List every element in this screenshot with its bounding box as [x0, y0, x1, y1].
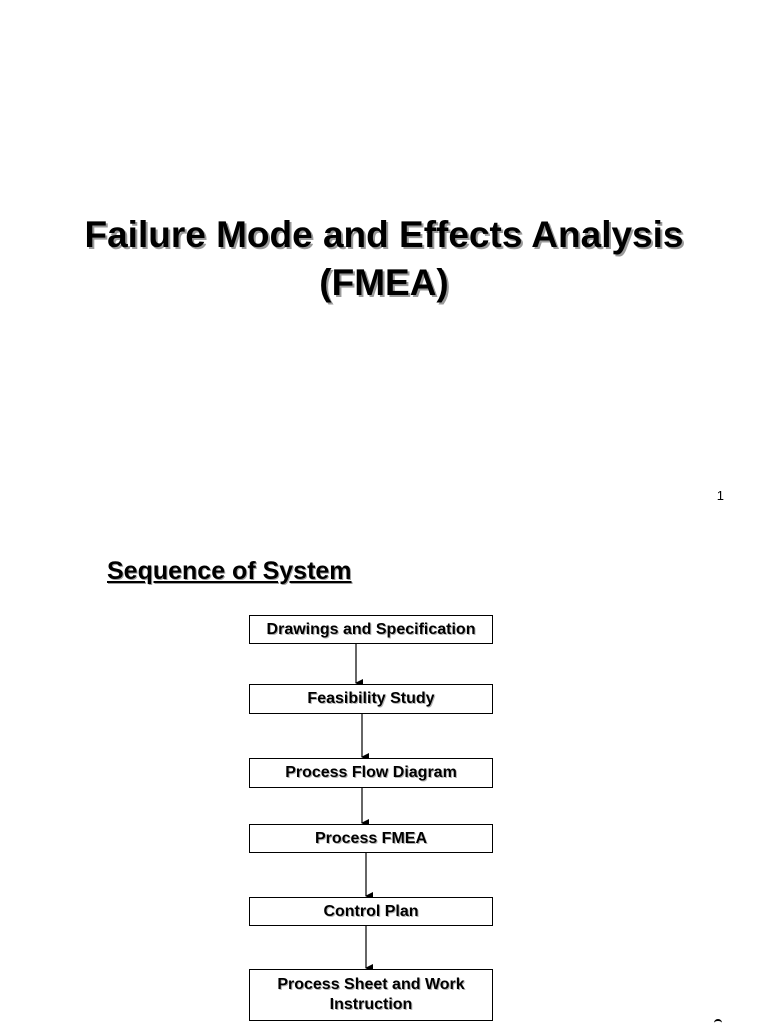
flow-box-process-fmea: Process FMEA [249, 824, 493, 853]
slide-number: 1 [716, 488, 724, 503]
slide-title-line-2: (FMEA) [319, 262, 449, 303]
slide-2 [0, 520, 768, 1024]
flow-box-feasibility-study: Feasibility Study [249, 684, 493, 714]
slide-title-line-1: Failure Mode and Effects Analysis [84, 214, 684, 255]
flow-box-process-sheet-and-work-instruction: Process Sheet and Work Instruction [249, 969, 493, 1021]
flow-box-control-plan: Control Plan [249, 897, 493, 926]
cropped-slide-number [714, 1019, 722, 1024]
section-heading: Sequence of System [107, 557, 352, 585]
flow-box-drawings-and-specification: Drawings and Specification [249, 615, 493, 644]
flow-box-process-flow-diagram: Process Flow Diagram [249, 758, 493, 788]
